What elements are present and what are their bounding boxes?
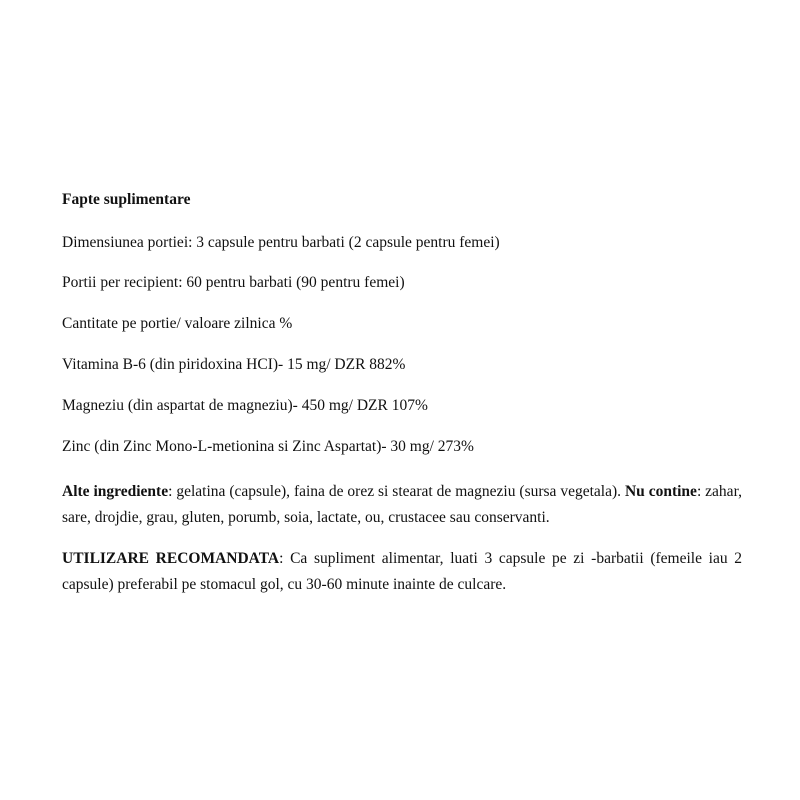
recommended-usage-paragraph (62, 546, 742, 598)
not-contains-label: Nu contine (624, 483, 697, 500)
nutrient-vitamin-b6: Vitamina B-6 (din piridoxina HCI)- 15 mg/ DZR 882% (62, 356, 406, 373)
serving-size: Dimensiunea portiei: 3 capsule pentru barbati (2 capsule pentru femei) (62, 234, 500, 251)
usage-text: : Ca supliment alimentar, luati 3 capsule pe zi -barbatii (femeile iau 2 capsule) preferabil pe stomacul gol, cu 30-60 minute inainte de culcare. (62, 550, 742, 593)
other-ingredients-text: : gelatina (capsule), faina de orez si stearat de magneziu (sursa vegetala). (168, 483, 625, 500)
servings-per-container: Portii per recipient: 60 pentru barbati (90 pentru femei) (62, 274, 405, 291)
nutrient-magnesium: Magneziu (din aspartat de magneziu)- 450 mg/ DZR 107% (62, 397, 428, 414)
usage-label: UTILIZARE RECOMANDATA (62, 550, 280, 567)
amount-header: Cantitate pe portie/ valoare zilnica % (62, 315, 293, 332)
document-title: Fapte suplimentare (62, 191, 191, 208)
other-ingredients-paragraph (62, 479, 742, 531)
nutrient-zinc: Zinc (din Zinc Mono-L-metionina si Zinc Aspartat)- 30 mg/ 273% (62, 438, 474, 455)
other-ingredients-label: Alte ingrediente (62, 483, 169, 500)
not-contains-text: : zahar, sare, drojdie, grau, gluten, porumb, soia, lactate, ou, crustacee sau conservanti. (62, 483, 742, 526)
